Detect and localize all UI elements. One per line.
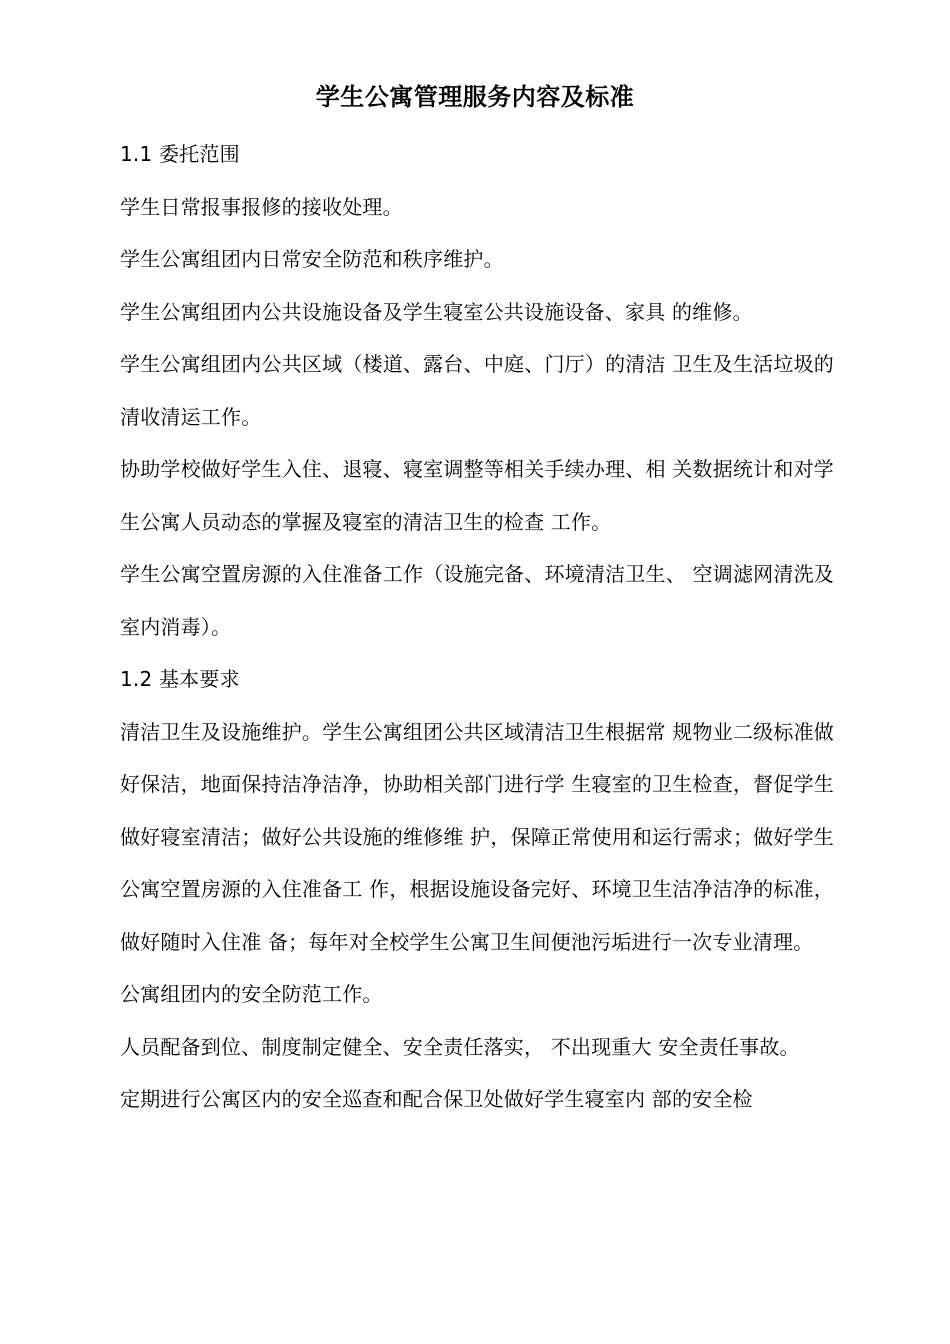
- paragraph-security-order: 学生公寓组团内日常安全防范和秩序维护。: [120, 247, 504, 271]
- paragraph-security-work: 公寓组团内的安全防范工作。: [120, 982, 383, 1006]
- document-body: [120, 128, 834, 1126]
- section-heading-1-1: 1.1 委托范围: [120, 142, 240, 166]
- paragraph-repair-handling: 学生日常报事报修的接收处理。: [120, 194, 403, 219]
- paragraph-facility-repair: 学生公寓组团内公共设施设备及学生寝室公共设施设备、家具 的维修。: [120, 299, 753, 324]
- paragraph-check-in-assistance: 协助学校做好学生入住、退寝、寝室调整等相关手续办理、相 关数据统计和对学生公寓人员动态的掌握及寝室的清洁卫生的检查 工作。: [120, 457, 834, 534]
- paragraph-public-cleaning: 学生公寓组团内公共区域（楼道、露台、中庭、门厅）的清洁 卫生及生活垃圾的清收清运工作。: [120, 352, 834, 429]
- paragraph-staffing: 人员配备到位、制度制定健全、安全责任落实， 不出现重大 安全责任事故。: [120, 1034, 800, 1059]
- paragraph-vacancy-preparation: 学生公寓空置房源的入住准备工作（设施完备、环境清洁卫生、 空调滤网清洗及室内消毒）。: [120, 562, 834, 639]
- paragraph-safety-patrol: 定期进行公寓区内的安全巡查和配合保卫处做好学生寝室内 部的安全检: [120, 1087, 753, 1111]
- section-heading-1-2: 1.2 基本要求: [120, 667, 240, 691]
- paragraph-cleaning-maintenance: 清洁卫生及设施维护。学生公寓组团公共区域清洁卫生根据常 规物业二级标准做好保洁，地面保持洁净洁净，协助相关部门进行学 生寝室的卫生检查，督促学生做好寝室清洁；做好公共设施的维修维 护，保障正常使用和运行需求；做好学生公寓空置房源的入住准备工 作，根据设施设备完好、环境卫生洁净洁净的标准，做好随时入住准 备；每年对全校学生公寓卫生间便池污垢进行一次专业清理。: [120, 719, 834, 954]
- page-title: 学生公寓管理服务内容及标准: [315, 83, 635, 111]
